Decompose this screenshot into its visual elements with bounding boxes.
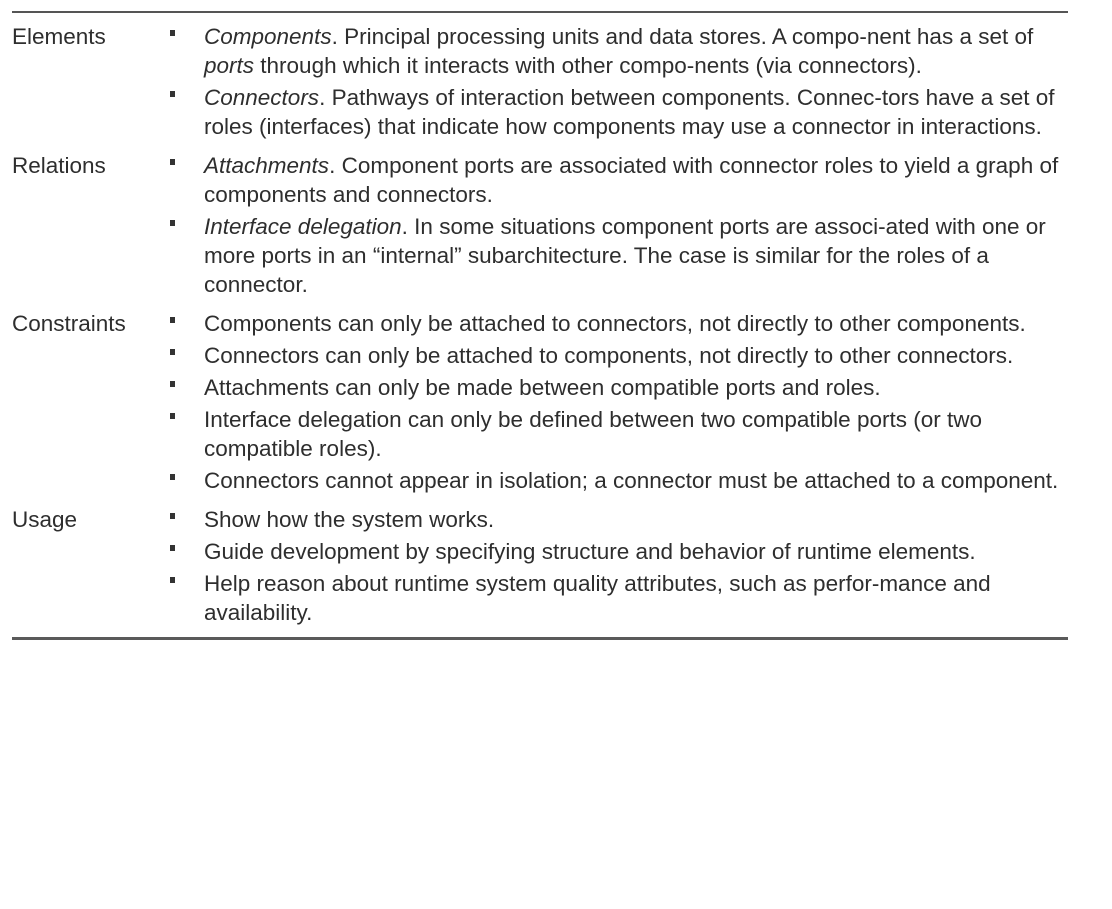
row-constraints (12, 309, 1068, 495)
item-term: Attachments (204, 153, 330, 178)
list-item: Interface delegation. In some situations component ports are associ-ated with one or more ports in an “internal” subarchitecture. The case is similar for the roles of a connector. (156, 212, 1068, 299)
item-term: Components (204, 24, 332, 49)
emphasis: ports (204, 53, 255, 78)
component-connector-view-table (12, 11, 1068, 640)
list-item (156, 466, 1068, 495)
item-term: Connectors (204, 85, 320, 110)
row-label: Elements (12, 24, 106, 49)
bullet-icon (156, 309, 204, 338)
row-label: Relations (12, 153, 106, 178)
top-rule (12, 11, 1068, 13)
item-term: Interface delegation (204, 214, 402, 239)
item-text: Guide development by specifying structure and behavior of runtime elements. (204, 539, 976, 564)
item-text: Components can only be attached to connectors, not directly to other components. (204, 311, 1026, 336)
row-relations (12, 151, 1068, 299)
bullet-icon (156, 22, 204, 51)
list-item (156, 569, 1068, 627)
item-text: Connectors can only be attached to components, not directly to other connectors. (204, 343, 1014, 368)
list-item: Connectors. Pathways of interaction between components. Connec-tors have a set of roles (interfaces) that indicate how components may use a connector in interactions. (156, 83, 1068, 141)
bullet-icon (156, 537, 204, 566)
list-item (156, 537, 1068, 566)
item-text: Help reason about runtime system quality attributes, such as perfor-mance and availability. (204, 571, 991, 625)
row-elements (12, 22, 1068, 141)
bullet-icon (156, 373, 204, 402)
bottom-rule (12, 637, 1068, 640)
bullet-icon (156, 151, 204, 180)
row-label: Usage (12, 507, 78, 532)
bullet-icon (156, 505, 204, 534)
bullet-icon (156, 212, 204, 241)
list-item (156, 341, 1068, 370)
list-item: Components. Principal processing units and data stores. A compo-nent has a set of ports through which it interacts with other compo-nents (via connectors). (156, 22, 1068, 80)
row-usage (12, 505, 1068, 627)
item-text: Attachments can only be made between compatible ports and roles. (204, 375, 881, 400)
bullet-icon (156, 405, 204, 434)
list-item (156, 405, 1068, 463)
list-item (156, 373, 1068, 402)
row-label: Constraints (12, 311, 126, 336)
list-item (156, 309, 1068, 338)
bullet-icon (156, 83, 204, 112)
bullet-icon (156, 341, 204, 370)
list-item: Attachments. Component ports are associated with connector roles to yield a graph of components and connectors. (156, 151, 1068, 209)
item-text: Interface delegation can only be defined between two compatible ports (or two compatible roles). (204, 407, 982, 461)
item-text: Connectors cannot appear in isolation; a connector must be attached to a component. (204, 468, 1059, 493)
item-text: Show how the system works. (204, 507, 495, 532)
bullet-icon (156, 466, 204, 495)
list-item (156, 505, 1068, 534)
bullet-icon (156, 569, 204, 598)
